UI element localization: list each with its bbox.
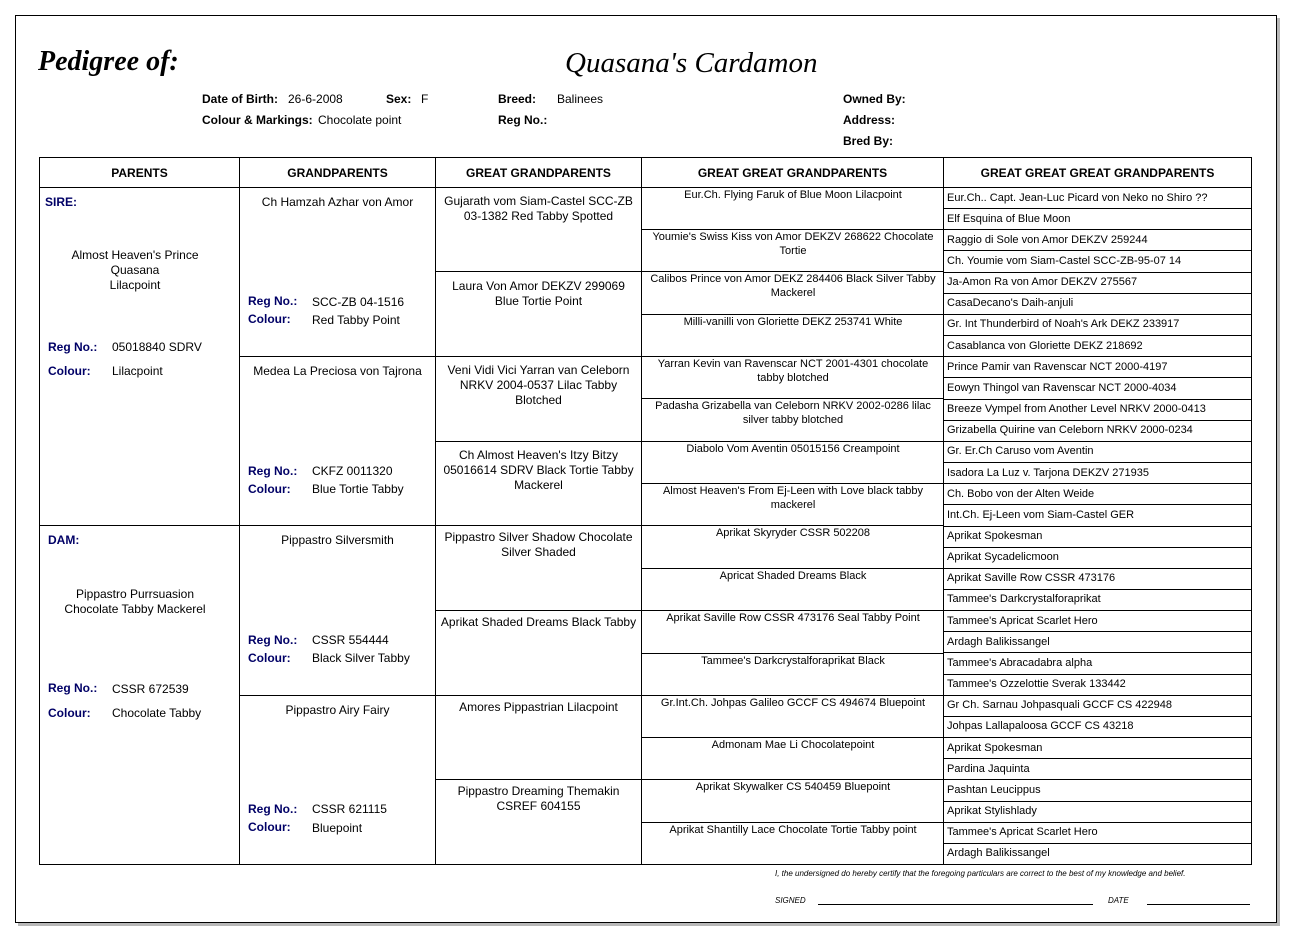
ggg-grandparent-cell: Ja-Amon Ra von Amor DEKZV 275567 (947, 276, 1138, 289)
ggg-grandparent-cell: Eowyn Thingol van Ravenscar NCT 2000-4034 (947, 381, 1177, 394)
gg-grandparent-cell: Yarran Kevin van Ravenscar NCT 2001-4301 chocolate tabby blotched (657, 358, 929, 384)
ggg-grandparent-cell: Tammee's Apricat Scarlet Hero (947, 826, 1098, 839)
grid-line (435, 525, 641, 526)
gg-grandparent-cell: Aprikat Skywalker CS 540459 Bluepoint (695, 781, 891, 793)
grid-line (239, 695, 435, 696)
grandparent-name: Pippastro Silversmith (281, 533, 394, 547)
col-header-parents: PARENTS (111, 166, 168, 180)
ggg-grandparent-cell: Breeze Vympel from Another Level NRKV 2000-0413 (947, 403, 1206, 416)
sire-name (40, 248, 230, 293)
grandparent-colour-label: Colour: (248, 651, 291, 665)
ggg-grandparent-cell: Casablanca von Gloriette DEKZ 218692 (947, 339, 1143, 352)
col-header-grandparents: GRANDPARENTS (287, 166, 388, 180)
ggg-grandparent-cell: Ardagh Balikissangel (947, 847, 1050, 860)
grandparent-colour-label: Colour: (248, 482, 291, 496)
gg-grandparent-cell: Diabolo Vom Aventin 05015156 Creampoint (686, 443, 900, 455)
grid-line (435, 441, 641, 442)
gg-grandparent-cell: Apricat Shaded Dreams Black (719, 570, 867, 582)
pedigree-label: Pedigree of: (38, 46, 179, 77)
bred-by-label: Bred By: (843, 134, 894, 148)
signed-label: SIGNED (775, 896, 806, 905)
dob-value: 26-6-2008 (288, 92, 343, 106)
gg-grandparent-cell: Calibos Prince von Amor DEKZ 284406 Black Silver Tabby Mackerel (650, 273, 936, 299)
grid-line (239, 356, 435, 357)
great-grandparent-cell: Veni Vidi Vici Yarran van Celeborn NRKV 2004-0537 Lilac Tabby Blotched (447, 363, 630, 407)
grandparent-reg-label: Reg No.: (248, 802, 298, 816)
grid-line (435, 157, 436, 865)
col-header-gg-grandparents: GREAT GREAT GRANDPARENTS (697, 166, 888, 180)
great-grandparent-cell: Amores Pippastrian Lilacpoint (459, 700, 618, 714)
ggg-grandparent-cell: Aprikat Saville Row CSSR 473176 (947, 572, 1116, 585)
col-header-great-grandparents: GREAT GRANDPARENTS (466, 166, 611, 180)
gg-grandparent-cell: Almost Heaven's From Ej-Leen with Love black tabby mackerel (662, 485, 924, 511)
ggg-grandparent-cell: Aprikat Spokesman (947, 741, 1043, 754)
grid-line (435, 695, 641, 696)
grid-line (239, 525, 435, 526)
sire-name-line: Almost Heaven's Prince (71, 248, 199, 262)
ggg-grandparent-cell: Pashtan Leucippus (947, 783, 1041, 796)
gg-grandparent-cell: Aprikat Saville Row CSSR 473176 Seal Tabby Point (666, 612, 920, 624)
grid-line (1251, 157, 1252, 865)
dam-colour-value: Chocolate Tabby (112, 706, 202, 720)
ggg-grandparent-cell: Gr. Er.Ch Caruso vom Aventin (947, 445, 1094, 458)
ggg-grandparent-cell: Elf Esquina of Blue Moon (947, 212, 1071, 225)
sire-reg-label: Reg No.: (48, 340, 98, 354)
sire-colour-label: Colour: (48, 364, 91, 378)
dam-name-line: Chocolate Tabby Mackerel (64, 602, 206, 616)
ggg-grandparent-cell: Int.Ch. Ej-Leen vom Siam-Castel GER (947, 508, 1135, 521)
ggg-grandparent-cell: Raggio di Sole von Amor DEKZV 259244 (947, 233, 1148, 246)
dob-label: Date of Birth: (202, 92, 278, 106)
grandparent-colour-label: Colour: (248, 312, 291, 326)
gg-grandparent-cell: Aprikat Skyryder CSSR 502208 (715, 527, 871, 539)
grandparent-reg-label: Reg No.: (248, 294, 298, 308)
address-label: Address: (843, 113, 896, 127)
grandparent-reg-value: CSSR 621115 (312, 802, 387, 816)
gg-grandparent-cell: Milli-vanilli von Gloriette DEKZ 253741 White (683, 316, 903, 328)
grid-line (435, 610, 641, 611)
dam-role-label: DAM: (48, 533, 80, 547)
grid-line (239, 157, 240, 865)
grid-line (435, 356, 641, 357)
grid-line (39, 525, 239, 526)
signature-line (818, 904, 1093, 905)
grandparent-colour-label: Colour: (248, 820, 291, 834)
great-grandparent-cell: Pippastro Dreaming Themakin CSREF 604155 (457, 784, 620, 813)
ggg-grandparent-cell: Tammee's Darkcrystalforaprikat (947, 593, 1101, 606)
sire-name-line: Quasana (110, 263, 160, 277)
grandparent-reg-label: Reg No.: (248, 464, 298, 478)
breed-value: Balinees (557, 92, 604, 106)
grandparent-name: Ch Hamzah Azhar von Amor (261, 195, 414, 209)
dam-name (40, 587, 230, 617)
grandparent-reg-value: CKFZ 0011320 (312, 464, 393, 478)
dam-reg-label: Reg No.: (48, 681, 98, 695)
ggg-grandparent-cell: Eur.Ch.. Capt. Jean-Luc Picard von Neko no Shiro ?? (947, 191, 1208, 204)
ggg-grandparent-cell: Ardagh Balikissangel (947, 635, 1050, 648)
ggg-grandparent-cell: CasaDecano's Daih-anjuli (947, 297, 1074, 310)
ggg-grandparent-cell: Gr Ch. Sarnau Johpasquali GCCF CS 422948 (947, 699, 1173, 712)
ggg-grandparent-cell: Isadora La Luz v. Tarjona DEKZV 271935 (947, 466, 1149, 479)
date-label: DATE (1108, 896, 1129, 905)
grandparent-colour-value: Black Silver Tabby (312, 651, 410, 665)
ggg-grandparent-cell: Aprikat Stylishlady (947, 805, 1037, 818)
ggg-grandparent-cell: Aprikat Sycadelicmoon (947, 551, 1059, 564)
sire-name-line: Lilacpoint (109, 278, 161, 292)
owned-by-label: Owned By: (843, 92, 906, 106)
ggg-grandparent-cell: Aprikat Spokesman (947, 530, 1043, 542)
gg-grandparent-cell: Gr.Int.Ch. Johpas Galileo GCCF CS 494674 Bluepoint (660, 697, 926, 709)
gg-grandparent-cell: Aprikat Shantilly Lace Chocolate Tortie Tabby point (669, 824, 917, 836)
gg-grandparent-cell: Tammee's Darkcrystalforaprikat Black (701, 655, 885, 667)
dam-name-line: Pippastro Purrsuasion (75, 587, 195, 601)
date-line (1147, 904, 1250, 905)
grandparent-reg-value: SCC-ZB 04-1516 (312, 295, 405, 309)
ggg-grandparent-cell: Ch. Youmie vom Siam-Castel SCC-ZB-95-07 14 (947, 254, 1182, 267)
breed-label: Breed: (498, 92, 537, 106)
great-grandparent-cell: Aprikat Shaded Dreams Black Tabby (440, 615, 637, 629)
sire-reg-value: 05018840 SDRV (112, 340, 202, 354)
grandparent-reg-label: Reg No.: (248, 633, 298, 647)
colour-markings-value: Chocolate point (318, 113, 402, 127)
colour-markings-label: Colour & Markings: (202, 113, 313, 127)
ggg-grandparent-cell: Tammee's Abracadabra alpha (947, 656, 1093, 669)
ggg-grandparent-cell: Pardina Jaquinta (947, 762, 1030, 775)
cat-name: Quasana's Cardamon (565, 47, 818, 79)
reg-no-label: Reg No.: (498, 113, 548, 127)
grandparent-colour-value: Blue Tortie Tabby (312, 482, 404, 496)
certification-text: I, the undersigned do hereby certify that the foregoing particulars are correct to the best of my knowledge and belief. (775, 869, 1186, 878)
sex-value: F (421, 92, 429, 106)
sire-colour-value: Lilacpoint (112, 364, 163, 378)
ggg-grandparent-cell: Gr. Int Thunderbird of Noah's Ark DEKZ 233917 (947, 318, 1180, 331)
great-grandparent-cell: Pippastro Silver Shadow Chocolate Silver Shaded (444, 530, 633, 559)
grandparent-colour-value: Bluepoint (312, 821, 363, 835)
grid-line (435, 779, 641, 780)
sire-role-label: SIRE: (45, 195, 78, 209)
dam-reg-value: CSSR 672539 (112, 682, 189, 696)
gg-grandparent-cell: Eur.Ch. Flying Faruk of Blue Moon Lilacpoint (684, 189, 902, 201)
grid-line (435, 271, 641, 272)
grandparent-colour-value: Red Tabby Point (312, 313, 400, 327)
ggg-grandparent-cell: Grizabella Quirine van Celeborn NRKV 2000-0234 (947, 424, 1193, 437)
grid-line (641, 157, 642, 865)
gg-grandparent-cell: Admonam Mae Li Chocolatepoint (711, 739, 875, 751)
grandparent-name: Pippastro Airy Fairy (285, 703, 390, 717)
ggg-grandparent-cell: Prince Pamir van Ravenscar NCT 2000-4197 (947, 360, 1168, 373)
sex-label: Sex: (386, 92, 412, 106)
col-header-ggg-grandparents: GREAT GREAT GREAT GRANDPARENTS (980, 166, 1215, 180)
ggg-grandparent-cell: Johpas Lallapaloosa GCCF CS 43218 (947, 720, 1134, 733)
grandparent-reg-value: CSSR 554444 (312, 633, 389, 647)
great-grandparent-cell: Ch Almost Heaven's Itzy Bitzy 05016614 SDRV Black Tortie Tabby Mackerel (443, 448, 634, 492)
great-grandparent-cell: Gujarath vom Siam-Castel SCC-ZB 03-1382 Red Tabby Spotted (444, 194, 633, 223)
dam-colour-label: Colour: (48, 706, 91, 720)
ggg-grandparent-cell: Ch. Bobo von der Alten Weide (947, 487, 1095, 500)
ggg-grandparent-cell: Tammee's Ozzelottie Sverak 133442 (947, 678, 1126, 691)
grandparent-name: Medea La Preciosa von Tajrona (253, 364, 422, 378)
great-grandparent-cell: Laura Von Amor DEKZV 299069 Blue Tortie Point (452, 279, 625, 308)
gg-grandparent-cell: Youmie's Swiss Kiss von Amor DEKZV 268622 Chocolate Tortie (652, 231, 934, 257)
ggg-grandparent-cell: Tammee's Apricat Scarlet Hero (947, 614, 1098, 627)
gg-grandparent-cell: Padasha Grizabella van Celeborn NRKV 2002-0286 lilac silver tabby blotched (655, 400, 931, 426)
